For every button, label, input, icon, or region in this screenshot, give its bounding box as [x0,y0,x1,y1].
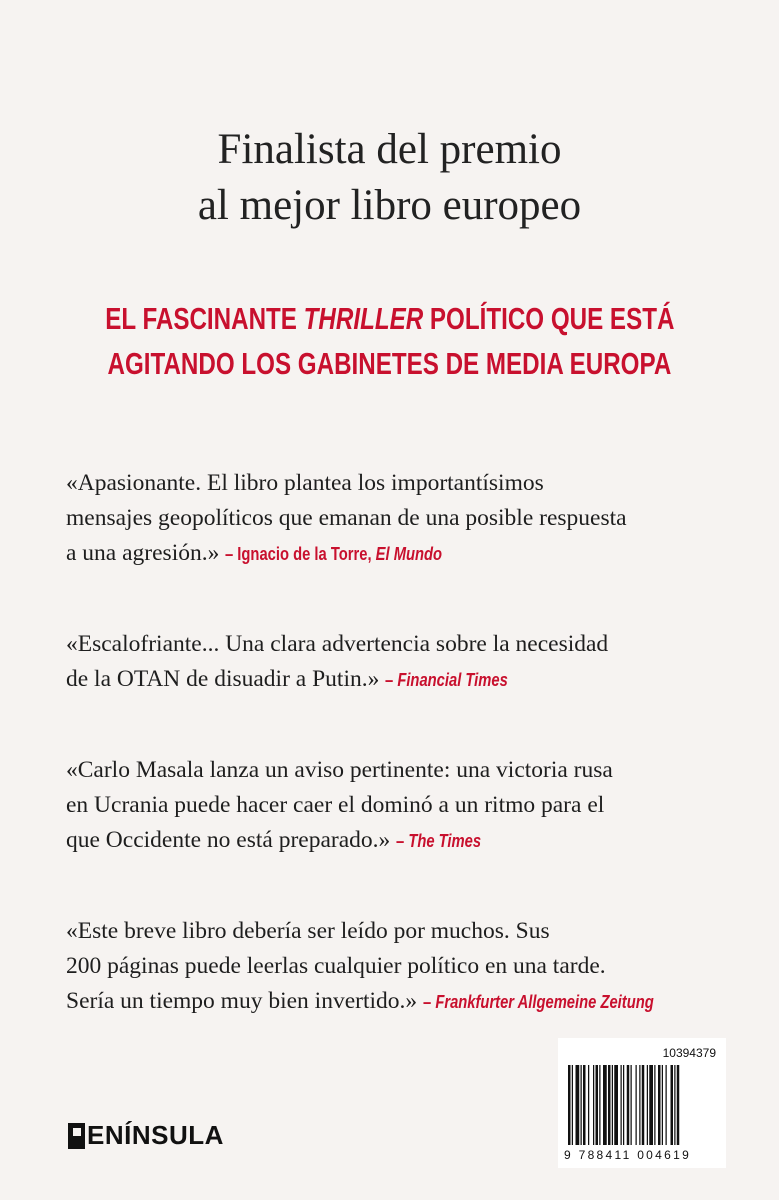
tagline-line-1-start: EL FASCINANTE [104,301,304,336]
source-name: – [423,992,436,1012]
finalist-heading [0,122,779,234]
quote-text: que Occidente no está preparado.» [66,827,391,853]
review-quote [66,914,746,1020]
quote-last-line [66,823,746,859]
source-publication: Frankfurter Allgemeine Zeitung [435,992,654,1012]
publisher-logo [68,1120,224,1151]
quote-line: «Carlo Masala lanza un aviso pertinente: una victoria rusa [66,757,613,783]
quote-source [423,985,654,1020]
publisher-logo-text: ENÍNSULA [87,1120,224,1150]
quote-text: a una agresión.» [66,540,220,566]
quote-line: «Escalofriante... Una clara advertencia sobre la necesidad [66,631,609,657]
barcode [558,1038,726,1168]
barcode-bars-icon [566,1065,718,1145]
review-quote [66,466,746,572]
quote-last-line [66,662,746,698]
quote-source [396,824,481,859]
tagline [0,296,779,386]
quote-line: «Este breve libro debería ser leído por muchos. Sus [66,918,550,944]
source-publication: Financial Times [397,670,509,690]
source-name: – [396,831,409,851]
source-publication: El Mundo [375,544,443,564]
quote-text: de la OTAN de disuadir a Putin.» [66,666,380,692]
barcode-code: 10394379 [662,1046,716,1060]
quote-last-line [66,984,746,1020]
quote-line: en Ucrania puede hacer caer el dominó a un ritmo para el [66,792,605,818]
source-name: – [385,670,398,690]
quote-last-line [66,536,746,572]
source-name: – Ignacio de la Torre, [225,544,376,564]
quote-line: mensajes geopolíticos que emanan de una posible respuesta [66,505,627,531]
tagline-line-2: AGITANDO LOS GABINETES DE MEDIA EUROPA [107,346,672,381]
finalist-line-2: al mejor libro europeo [197,182,582,229]
review-quote [66,627,746,698]
quote-text: Sería un tiempo muy bien invertido.» [66,988,418,1014]
tagline-line-1 [105,296,674,341]
review-quotes [66,466,746,1075]
p-block-icon [68,1123,85,1149]
quote-source [385,663,508,698]
review-quote [66,753,746,859]
barcode-number: 9 788411 004619 [564,1148,692,1162]
tagline-line-1-end: POLÍTICO QUE ESTÁ [422,301,675,336]
quote-source [225,537,442,572]
tagline-italic-word: THRILLER [303,301,423,336]
finalist-line-1: Finalista del premio [217,126,562,173]
quote-line: 200 páginas puede leerlas cualquier político en una tarde. [66,953,606,979]
quote-line: «Apasionante. El libro plantea los importantísimos [66,470,544,496]
source-publication: The Times [408,831,482,851]
